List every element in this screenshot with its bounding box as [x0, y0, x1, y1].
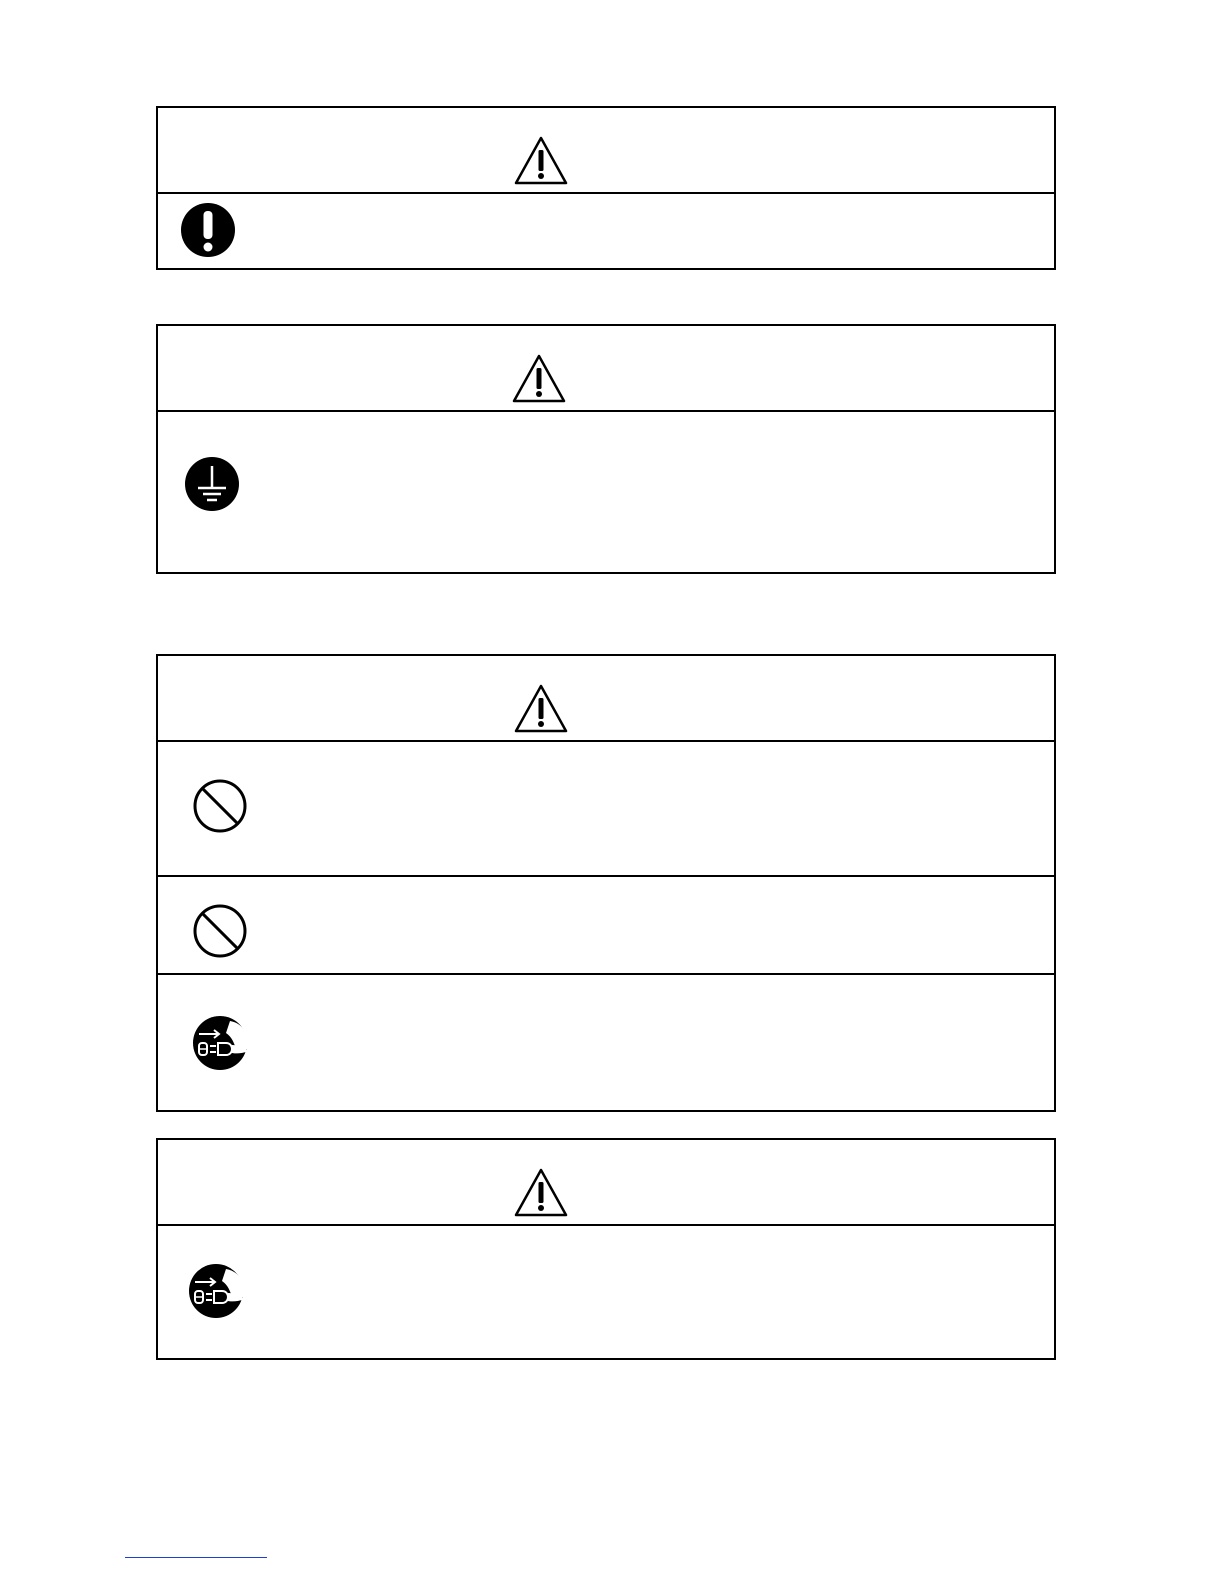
- caution-row: [158, 194, 1054, 268]
- caution-box-3: [156, 654, 1056, 1112]
- prohibited-icon: [192, 903, 248, 959]
- caution-row: [158, 975, 1054, 1110]
- warning-triangle-icon: [511, 353, 567, 405]
- caution-box-1: [156, 106, 1056, 270]
- unplug-power-icon: [192, 1015, 248, 1071]
- warning-triangle-icon: [513, 135, 569, 187]
- caution-box-header: [158, 108, 1054, 194]
- caution-row: [158, 1226, 1054, 1358]
- caution-box-header: [158, 1140, 1054, 1226]
- warning-triangle-icon: [513, 683, 569, 735]
- prohibited-icon: [192, 778, 248, 834]
- caution-box-header: [158, 656, 1054, 742]
- mandatory-exclamation-icon: [180, 202, 236, 258]
- caution-row: [158, 877, 1054, 975]
- unplug-power-icon: [188, 1263, 244, 1319]
- footnote-separator-rule: [125, 1557, 267, 1558]
- caution-box-4: [156, 1138, 1056, 1360]
- caution-row: [158, 412, 1054, 572]
- ground-connection-icon: [184, 456, 240, 512]
- caution-row: [158, 742, 1054, 877]
- caution-box-header: [158, 326, 1054, 412]
- caution-box-2: [156, 324, 1056, 574]
- warning-triangle-icon: [513, 1167, 569, 1219]
